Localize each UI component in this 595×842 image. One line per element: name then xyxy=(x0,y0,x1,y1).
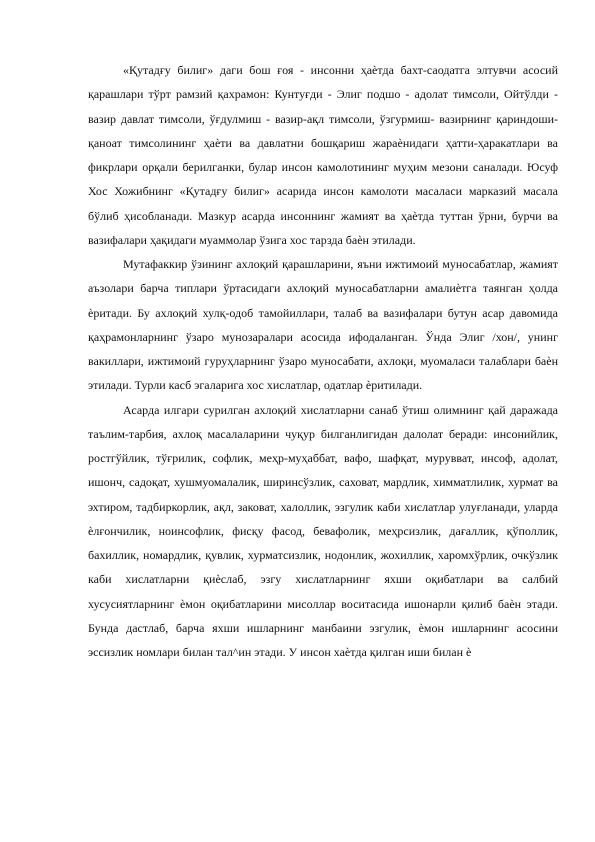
paragraph-3: Асарда илгари сурилган ахлоқий хислатларни санаб ўтиш олимнинг қай даражада таълим-тарбия, ахлоқ масалаларини чуқур билганлигидан далолат беради: инсонийлик, ростгўйлик, тўғрилик, софлик, меҳр-муҳаббат, вафо, шафқат, мурувват, инсоф, адолат, ишонч, садоқат, хушмуомалалик, ширинсўзлик, саховат, мардлик, химматлилик, хурмат ва эхтиром, тадбиркорлик, ақл, заковат, халоллик, эзгулик каби хислатлар улуғланади, уларда ѐлғончилик, ноинсофлик, фисқу фасод, бевафолик, меҳрсизлик, дағаллик, қўполлик, бахиллик, номардлик, қувлик, хурматсизлик, нодонлик, жохиллик, харомхўрлик, очкўзлик каби хислатларни қиѐслаб, эзгу хислатларнинг яхши оқибатлари ва салбий хусусиятларнинг ѐмон оқибатларини мисоллар воситасида ишонарли қилиб баѐн этади. Бунда дастлаб, барча яхши ишларнинг манбаини эзгулик, ѐмон ишларнинг асосини эссизлик номлари билан тал^ин этади. У инсон хаѐтда қилган иши билан ѐ xyxy=(88,402,558,659)
body-text xyxy=(88,58,558,664)
paragraph-1: «Қутадғу билиг» даги бош ғоя - инсонни ҳаѐтда бахт-саодатга элтувчи асосий қарашлари тўрт рамзий қахрамон: Кунтуғди - Элиг подшо - адолат тимсоли, Ойтўлди - вазир давлат тимсоли, ўғдулмиш - вазир-ақл тимсоли, ўзгурмиш- вазирнинг қариндоши-қаноат тимсолининг ҳаѐти ва давлатни бошқариш жараѐнидаги ҳатти-ҳаракатлари ва фикрлари орқали берилганки, булар инсон камолотининг муҳим мезони саналади. Юсуф Хос Хожибнинг «Қутадғу билиг» асарида инсон камолоти масаласи марказий масала бўлиб ҳисобланади. Мазкур асарда инсоннинг жамият ва ҳаѐтда туттан ўрни, бурчи ва вазифалари ҳақидаги муаммолар ўзига хос тарзда баѐн этилади. xyxy=(88,63,558,247)
paragraph-2: Мутафаккир ўзининг ахлоқий қарашларини, яъни ижтимоий муносабатлар, жамият аъзолари барча типлари ўртасидаги ахлоқий муносабатларни амалиѐтга таянган ҳолда ѐритади. Бу ахлоқий хулқ-одоб тамойиллари, талаб ва вазифалари бутун асар давомида қаҳрамонларнинг ўзаро мунозаралари асосида ифодаланган. Ўнда Элиг /хон/, унинг вакиллари, ижтимоий гуруҳларнинг ўзаро муносабати, ахлоқи, муомаласи талаблари баѐн этилади. Турли касб эгаларига хос хислатлар, одатлар ѐритилади. xyxy=(88,257,558,393)
